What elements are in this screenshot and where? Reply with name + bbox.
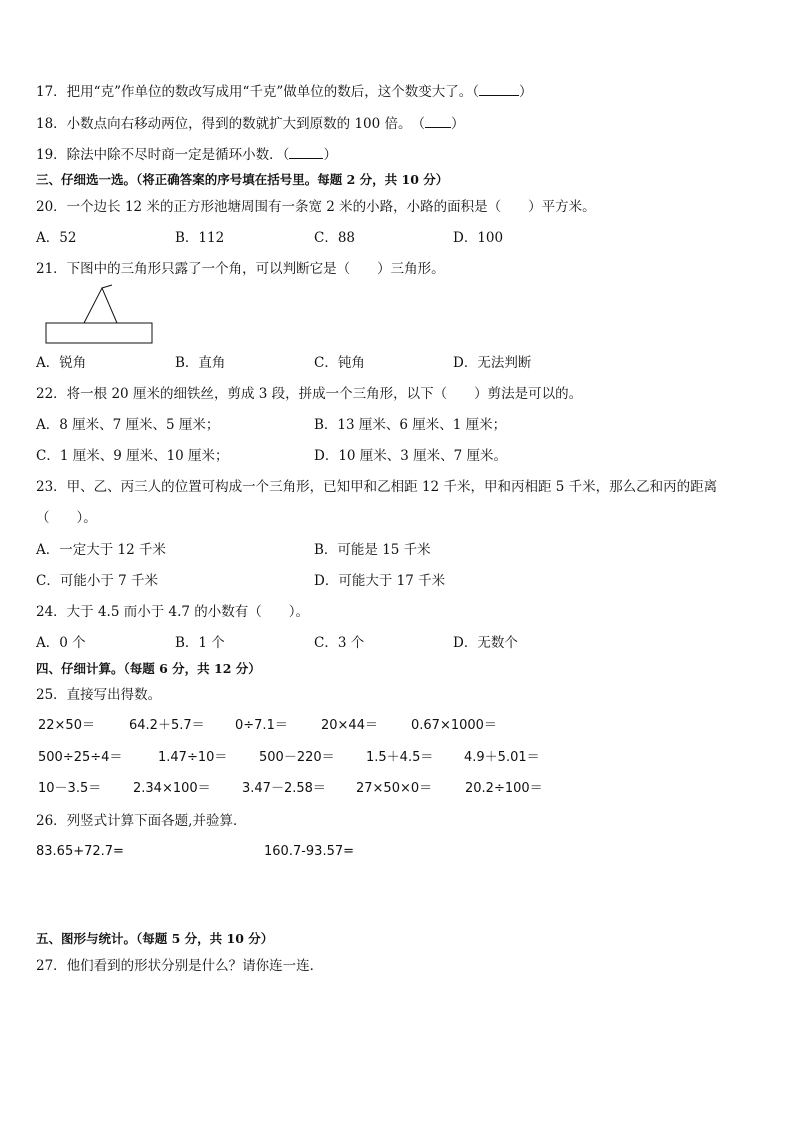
q22-option-b[interactable]: B．13 厘米、6 厘米、1 厘米； [314,417,507,433]
question-20: 20．一个边长 12 米的正方形池塘周围有一条宽 2 米的小路，小路的面积是（ ）平方米。 [36,199,596,215]
calc-item: 64.2＋5.7＝ [129,718,205,733]
q23-option-b[interactable]: B．可能是 15 千米 [314,542,431,558]
q22-option-c[interactable]: C．1 厘米、9 厘米、10 厘米； [36,448,229,464]
q21-option-c[interactable]: C．钝角 [314,355,365,371]
section-5-heading: 五、图形与统计。（每题 5 分，共 10 分） [36,931,274,946]
paren-close: ） [451,116,465,132]
paren-close: ） [519,84,533,100]
q21-option-d[interactable]: D．无法判断 [453,355,532,371]
q20-option-d[interactable]: D．100 [453,230,504,246]
q21-option-a[interactable]: A．锐角 [36,355,87,371]
q20-option-b[interactable]: B．112 [175,230,225,246]
q24-option-c[interactable]: C．3 个 [314,635,365,651]
q24-option-a[interactable]: A．0 个 [36,635,86,651]
calc-item: 500÷25÷4＝ [38,750,123,765]
calc-item: 1.5＋4.5＝ [366,750,434,765]
calc-item: 27×50×0＝ [356,781,433,796]
question-19-text: 19．除法中除不尽时商一定是循环小数．（ [36,147,290,163]
q20-option-c[interactable]: C．88 [314,230,356,246]
question-22: 22．将一根 20 厘米的细铁丝，剪成 3 段，拼成一个三角形，以下（ ）剪法是可以的。 [36,386,583,402]
q22-option-a[interactable]: A．8 厘米、7 厘米、5 厘米； [36,417,220,433]
question-26: 26．列竖式计算下面各题,并验算． [36,813,247,829]
question-27: 27．他们看到的形状分别是什么？请你连一连． [36,958,324,974]
question-23: 23．甲、乙、丙三人的位置可构成一个三角形，已知甲和乙相距 12 千米，甲和丙相距 5 千米，那么乙和丙的距离 [36,479,718,495]
calc-item: 4.9＋5.01＝ [464,750,540,765]
q24-option-d[interactable]: D．无数个 [453,635,518,651]
answer-blank[interactable] [479,83,519,96]
section-3-heading: 三、仔细选一选。（将正确答案的序号填在括号里。每题 2 分，共 10 分） [36,172,449,187]
calc-item: 0÷7.1＝ [235,718,288,733]
calc-item: 500－220＝ [259,750,335,765]
q23-option-c[interactable]: C．可能小于 7 千米 [36,573,159,589]
question-25: 25．直接写出得数。 [36,687,162,703]
q24-option-b[interactable]: B．1 个 [175,635,225,651]
calc-item: 20×44＝ [321,718,378,733]
calc-item: 20.2÷100＝ [465,781,543,796]
calc-item: 1.47÷10＝ [158,750,228,765]
calc-item: 2.34×100＝ [133,781,211,796]
question-24: 24．大于 4.5 而小于 4.7 的小数有（ ）。 [36,604,310,620]
answer-blank[interactable] [425,115,451,128]
calc-item: 22×50＝ [38,718,95,733]
question-18 [36,115,465,133]
question-21: 21．下图中的三角形只露了一个角，可以判断它是（ ）三角形。 [36,261,445,277]
answer-blank[interactable] [289,146,323,159]
q23-option-d[interactable]: D．可能大于 17 千米 [314,573,446,589]
vertical-calc-item: 160.7-93.57= [264,844,355,859]
question-23-paren: （ ）。 [36,510,97,526]
q22-option-d[interactable]: D．10 厘米、3 厘米、7 厘米。 [314,448,508,464]
triangle-figure [44,282,156,346]
question-18-text: 18．小数点向右移动两位，得到的数就扩大到原数的 100 倍。 （ [36,116,426,132]
q20-option-a[interactable]: A．52 [36,230,77,246]
paren-close: ） [323,147,337,163]
section-4-heading: 四、仔细计算。（每题 6 分，共 12 分） [36,661,261,676]
question-17-text: 17．把用“克”作单位的数改写成用“千克”做单位的数后，这个数变大了。（ [36,84,480,100]
question-19 [36,146,337,164]
calc-item: 3.47－2.58＝ [242,781,326,796]
q21-option-b[interactable]: B．直角 [175,355,226,371]
question-17 [36,83,533,101]
vertical-calc-item: 83.65+72.7= [36,844,124,859]
q23-option-a[interactable]: A．一定大于 12 千米 [36,542,167,558]
calc-item: 10－3.5＝ [38,781,102,796]
calc-item: 0.67×1000＝ [411,718,497,733]
